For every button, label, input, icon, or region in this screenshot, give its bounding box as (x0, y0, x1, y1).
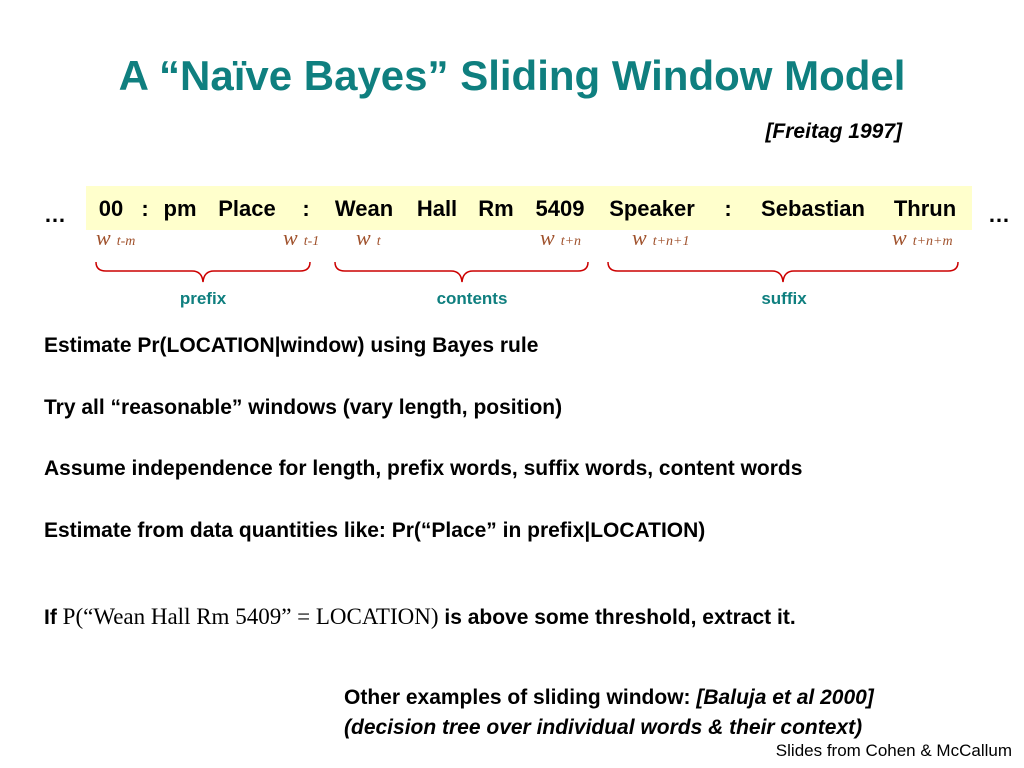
statement-try-windows: Try all “reasonable” windows (vary length, position) (44, 396, 563, 419)
prefix-brace (96, 262, 310, 282)
word-symbol-t-plus-n-plus-1: wt+n+1 (632, 225, 690, 250)
contents-brace (335, 262, 588, 282)
contents-label: contents (436, 289, 508, 308)
token: Hall (416, 196, 458, 221)
slide-title: A “Naïve Bayes” Sliding Window Model (118, 52, 906, 99)
citation: [Freitag 1997] (765, 120, 902, 143)
suffix-label: suffix (761, 289, 807, 308)
token: pm (163, 196, 197, 221)
statement-bayes-rule: Estimate Pr(LOCATION|window) using Bayes rule (44, 334, 539, 357)
token: 00 (98, 196, 124, 221)
token: Rm (478, 196, 514, 221)
left-ellipsis: … (44, 202, 66, 227)
token: Thrun (893, 196, 957, 221)
probability-formula: P(“Wean Hall Rm 5409” = LOCATION) (62, 604, 439, 629)
word-symbol-t-minus-1: wt-1 (283, 225, 320, 250)
threshold-rule: If P(“Wean Hall Rm 5409” = LOCATION) is above some threshold, extract it. (44, 604, 796, 629)
statement-estimate-data: Estimate from data quantities like: Pr(“Place” in prefix|LOCATION) (44, 519, 706, 542)
token: : (302, 196, 310, 221)
word-symbol-t-plus-n: wt+n (540, 225, 582, 250)
other-examples: Other examples of sliding window: [Baluja et al 2000] (decision tree over individual words & their context) (344, 686, 874, 739)
statement-independence: Assume independence for length, prefix words, suffix words, content words (44, 457, 803, 480)
word-symbol-t: wt (356, 225, 381, 250)
prefix-label: prefix (179, 289, 227, 308)
token: 5409 (535, 196, 585, 221)
word-symbol-t-plus-n-plus-m: wt+n+m (892, 225, 953, 250)
word-symbol-t-minus-m: wt-m (96, 225, 136, 250)
token: Speaker (609, 196, 695, 221)
suffix-brace (608, 262, 958, 282)
token: : (141, 196, 149, 221)
right-ellipsis: … (988, 202, 1010, 227)
token: : (724, 196, 732, 221)
slide-credit: Slides from Cohen & McCallum (775, 741, 1012, 760)
token: Wean (334, 196, 394, 221)
baluja-citation: [Baluja et al 2000] (696, 686, 874, 709)
token: Place (218, 196, 276, 221)
token: Sebastian (761, 196, 865, 221)
